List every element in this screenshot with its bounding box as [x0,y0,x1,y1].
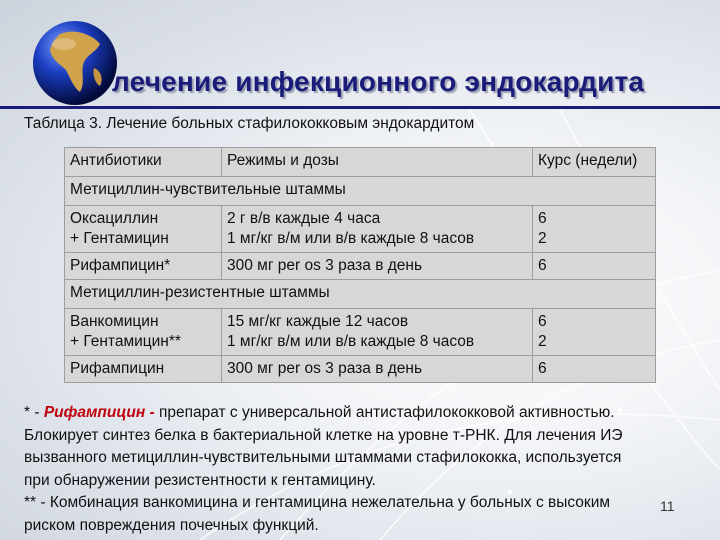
drug-cell [65,206,222,253]
dose-cell [222,206,533,253]
table-caption: Таблица 3. Лечение больных стафилококковым эндокардитом [24,115,475,132]
footnote-1-line-3: вызванного метициллин-чувствительными штаммами стафилококка, используется [24,449,622,466]
table-row [65,206,656,253]
dose-text: 1 мг/кг в/м или в/в каждые 8 часов [227,230,475,247]
table-row [65,356,656,383]
course-cell [533,253,656,280]
dose-text: 300 мг per os 3 раза в день [227,257,423,274]
drug-cell [65,253,222,280]
course-cell [533,309,656,356]
drug-name: + Гентамицин [70,230,169,247]
drug-name: Рифампицин [70,360,165,377]
table-header-row [65,148,656,177]
globe-icon [30,18,120,108]
dose-text: 2 г в/в каждые 4 часа [227,210,381,227]
dose-text: 300 мг per os 3 раза в день [227,360,423,377]
page-number: 11 [660,498,675,514]
drug-name: Ванкомицин [70,313,159,330]
slide-title: лечение инфекционного эндокардита [112,66,645,97]
course-value: 6 [538,257,547,274]
footnote-text: препарат с универсальной антистафилококковой активностью. [154,404,615,421]
drug-cell [65,309,222,356]
table-row [65,309,656,356]
course-value: 6 [538,210,547,227]
header-antibiotics: Антибиотики [65,148,222,177]
drug-name: + Гентамицин** [70,333,181,350]
group-label: Метициллин-резистентные штаммы [65,280,656,309]
title-underline [0,106,720,109]
drug-name: Оксациллин [70,210,159,227]
course-cell [533,206,656,253]
footnote-marker: * - [24,404,44,421]
header-regimens: Режимы и дозы [222,148,533,177]
course-value: 2 [538,333,547,350]
group-row-resistant [65,280,656,309]
dose-text: 1 мг/кг в/м или в/в каждые 8 часов [227,333,475,350]
drug-name: Рифампицин* [70,257,171,274]
group-row-sensitive [65,177,656,206]
drug-cell [65,356,222,383]
dose-text: 15 мг/кг каждые 12 часов [227,313,409,330]
footnote-1-line-1 [24,402,720,425]
course-value: 2 [538,230,547,247]
dose-cell [222,309,533,356]
rifampicin-highlight: Рифампицин - [43,404,155,421]
dose-cell [222,356,533,383]
course-value: 6 [538,360,547,377]
table-row [65,253,656,280]
footnote-2-line-1: ** - Комбинация ванкомицина и гентамицина нежелательна у больных с высоким [24,494,611,511]
dose-cell [222,253,533,280]
course-value: 6 [538,313,547,330]
group-label: Метициллин-чувствительные штаммы [65,177,656,206]
treatment-table [64,147,656,383]
footnotes [24,402,720,537]
footnote-1-line-2: Блокирует синтез белка в бактериальной клетке на уровне т-РНК. Для лечения ИЭ [24,426,623,444]
footnote-2-line-2: риском повреждения почечных функций. [24,516,319,534]
header-course: Курс (недели) [533,148,656,177]
footnote-1-line-4: при обнаружении резистентности к гентамицину. [24,471,376,489]
course-cell [533,356,656,383]
